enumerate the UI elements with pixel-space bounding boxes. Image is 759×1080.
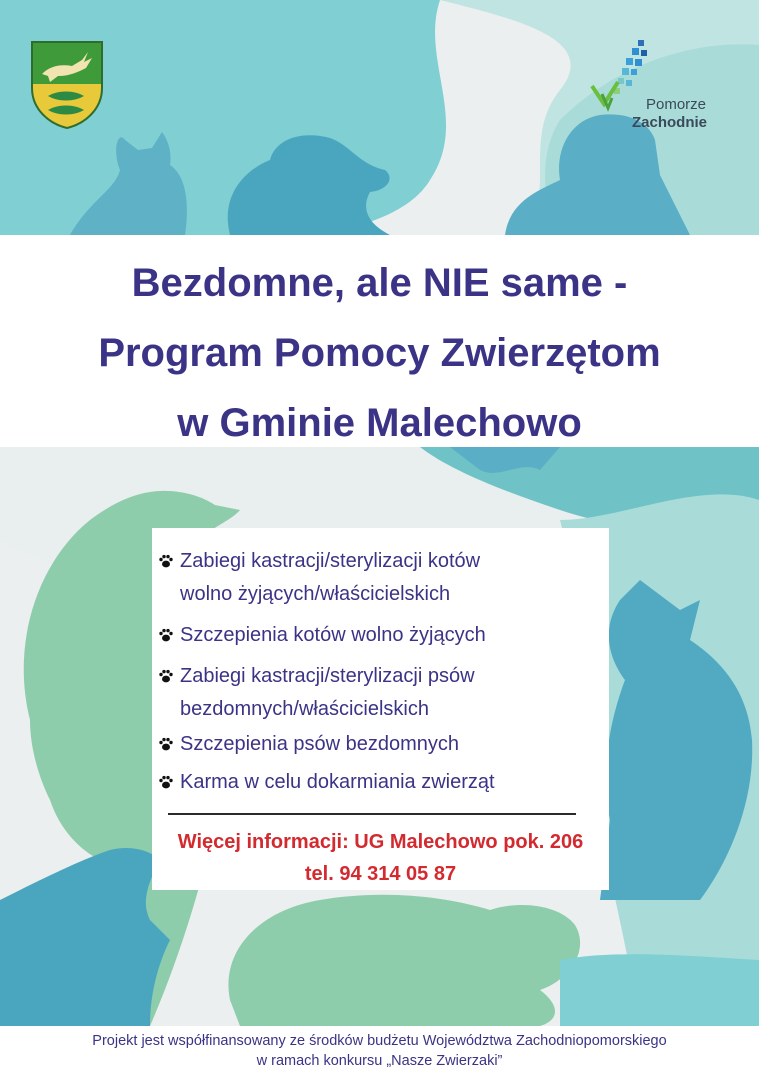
page-title: [0, 248, 759, 458]
footer-line-2: w ramach konkursu „Nasze Zwierzaki”: [256, 1053, 503, 1069]
title-line-2: Program Pomocy Zwierzętom: [98, 331, 661, 375]
title-line-3: w Gminie Malechowo: [177, 401, 582, 445]
paw-icon: [158, 553, 174, 569]
list-item-text: Zabiegi kastracji/sterylizacji psów: [180, 665, 475, 687]
paw-icon: [158, 774, 174, 790]
list-item-text: Szczepienia psów bezdomnych: [180, 733, 460, 755]
list-item-text: wolno żyjących/właścicielskich: [180, 583, 451, 605]
list-item: [158, 619, 495, 652]
footer-text: [0, 1031, 759, 1071]
title-line-1: Bezdomne, ale NIE same -: [131, 261, 628, 305]
contact-phone: tel. 94 314 05 87: [304, 863, 457, 885]
list-item: [158, 660, 495, 726]
contact-line-1: Więcej informacji: UG Malechowo pok. 206: [177, 831, 584, 853]
list-item: [158, 766, 495, 799]
services-list: [158, 545, 495, 799]
crest-icon: [28, 38, 106, 130]
footer-line-1: Projekt jest współfinansowany ze środków budżetu Województwa Zachodniopomorskiego: [92, 1033, 667, 1049]
paw-icon: [158, 627, 174, 643]
pomorze-zachodnie-logo: [588, 38, 728, 138]
list-item: [158, 545, 495, 611]
list-item-text: Zabiegi kastracji/sterylizacji kotów: [180, 550, 481, 572]
contact-info: [152, 826, 609, 890]
paw-icon: [158, 668, 174, 684]
list-item-text: Szczepienia kotów wolno żyjących: [180, 624, 486, 646]
partner-logo-text-1: Pomorze: [646, 96, 707, 113]
list-item-text: Karma w celu dokarmiania zwierząt: [180, 771, 495, 793]
paw-icon: [158, 736, 174, 752]
divider: [168, 813, 576, 815]
partner-logo-text-2: Zachodnie: [632, 114, 708, 131]
list-item: [158, 728, 495, 761]
list-item-text: bezdomnych/właścicielskich: [180, 698, 429, 720]
